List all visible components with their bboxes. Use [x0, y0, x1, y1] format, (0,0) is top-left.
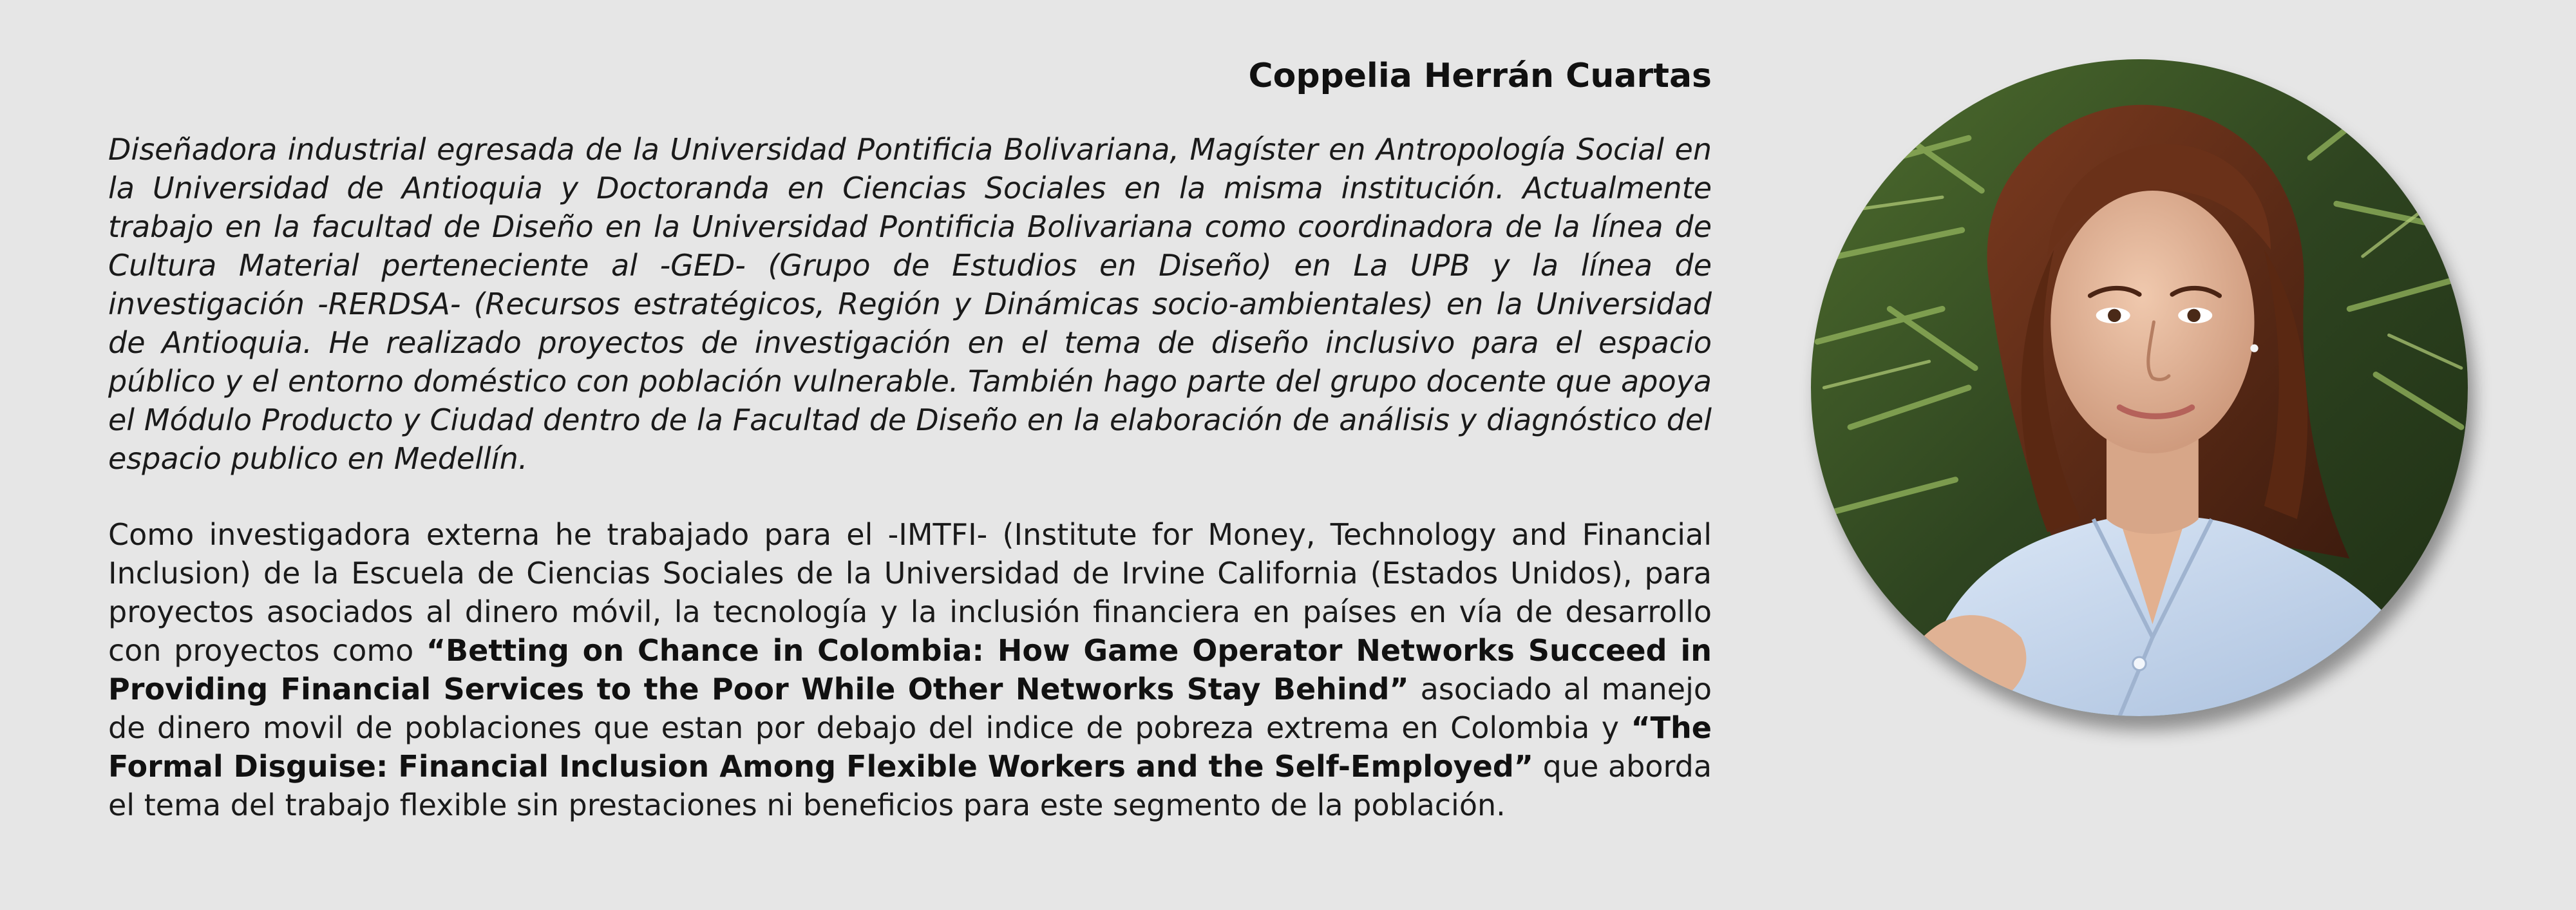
person-name: Coppelia Herrán Cuartas	[1248, 57, 1712, 95]
bio-research-intro: Como investigadora externa he trabajado para el -IMTFI- (Institute for Money, Technology and Financial Inclusion) de la Escuela de Ciencias Sociales de la Universidad de Irvine California (Estados Unidos), para proyectos asociados al dinero móvil, la tecnología y la inclusión financiera en países en vía de desarrollo con proyectos como	[108, 517, 1712, 668]
project-title-formal-disguise: “The Formal Disguise: Financial Inclusion Among Flexible Workers and the Self-Employed”	[108, 710, 1712, 784]
bio-paragraph-research	[108, 515, 1712, 824]
project-title-betting-on-chance: “Betting on Chance in Colombia: How Game Operator Networks Succeed in Providing Financial Services to the Poor While Other Networks Stay Behind”	[108, 633, 1712, 706]
bio-research-outro: que aborda el tema del trabajo flexible sin prestaciones ni beneficios para este segmento de la población.	[108, 749, 1712, 822]
portrait-illustration	[1811, 59, 2468, 716]
bio-research-middle: asociado al manejo de dinero movil de poblaciones que estan por debajo del indice de pobreza extrema en Colombia y	[108, 672, 1712, 745]
bio-text-column	[108, 52, 1712, 824]
portrait-photo	[1811, 59, 2468, 716]
bio-paragraph-academic: Diseñadora industrial egresada de la Universidad Pontificia Bolivariana, Magíster en Antropología Social en la Universidad de Antioquia y Doctoranda en Ciencias Sociales en la misma institución. Actualmente trabajo en la facultad de Diseño en la Universidad Pontificia Bolivariana como coordinadora de la línea de Cultura Material perteneciente al -GED- (Grupo de Estudios en Diseño) en La UPB y la línea de investigación -RERDSA- (Recursos estratégicos, Región y Dinámicas socio-ambientales) en la Universidad de Antioquia. He realizado proyectos de investigación en el tema de diseño inclusivo para el espacio público y el entorno doméstico con población vulnerable. También hago parte del grupo docente que apoya el Módulo Producto y Ciudad dentro de la Facultad de Diseño en la elaboración de análisis y diagnóstico del espacio publico en Medellín.	[108, 132, 1712, 476]
